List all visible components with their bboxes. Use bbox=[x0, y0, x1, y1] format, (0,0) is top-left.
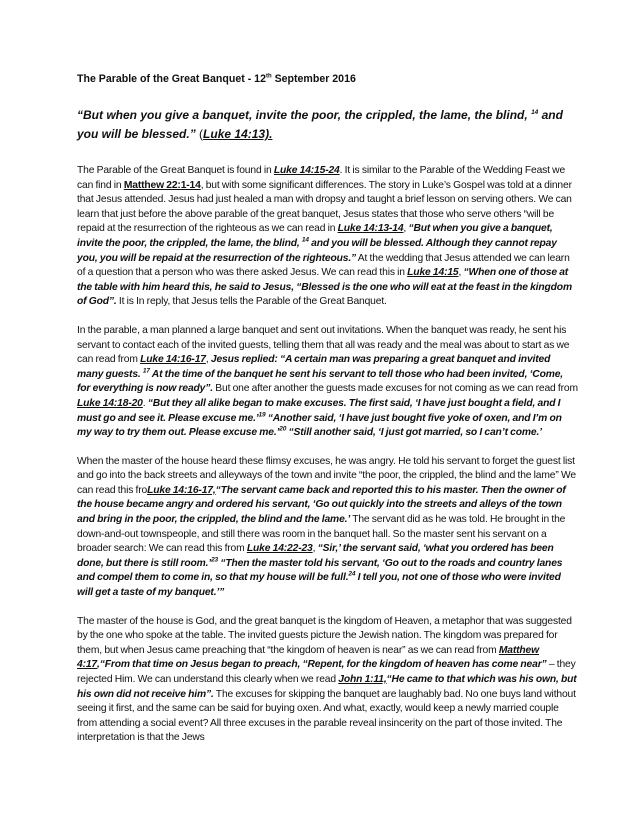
p2-quote: Jesus replied: “A certain man was preparing a great banquet and invited many guests. bbox=[77, 354, 551, 380]
p2-text: , bbox=[205, 354, 211, 366]
p3-verse-number: 23 bbox=[211, 556, 219, 564]
p1-verse-number: 14 bbox=[301, 236, 309, 244]
p1-text: It is In reply, that Jesus tells the Parable of the Great Banquet. bbox=[116, 296, 387, 308]
paragraph-2 bbox=[77, 324, 578, 441]
p3-text: The servant did as he was told. He brought in the down-and-out townspeople, and still there was room in the banquet hall. So the master sent his servant on a broader search: We can read this from bbox=[77, 514, 566, 555]
p2-text: But one after another the guests made excuses for not coming as we can read from bbox=[212, 383, 578, 395]
p1-text: , bbox=[458, 267, 464, 279]
p3-reference-link[interactable]: Luke 14:22-23 bbox=[246, 543, 313, 555]
p2-verse-number: 20 bbox=[279, 425, 287, 433]
epigraph bbox=[77, 106, 578, 144]
p1-reference-link[interactable]: Luke 14:15-24 bbox=[273, 165, 340, 176]
p1-reference-link[interactable]: Luke 14:13-14 bbox=[337, 223, 404, 235]
p4-quote: “He came to that which was his own, but his own did not receive him”. bbox=[77, 674, 577, 700]
p2-quote: “Still another said, ‘I just got married, so I can’t come.’ bbox=[286, 427, 542, 439]
title-superscript: th bbox=[265, 73, 272, 80]
epigraph-quote-b: and you will be blessed.” bbox=[77, 108, 563, 141]
p3-text: , bbox=[312, 543, 318, 555]
title-main: The Parable of the Great Banquet - 12 bbox=[77, 73, 266, 85]
p2-reference-link[interactable]: Luke 14:18-20 bbox=[77, 397, 143, 409]
p2-verse-number: 19 bbox=[258, 411, 266, 419]
p1-text: , bbox=[403, 223, 409, 235]
paragraph-4 bbox=[77, 615, 578, 746]
p3-reference-link[interactable]: Luke 14:16-17, bbox=[147, 484, 216, 496]
p3-quote: “Sir,’ the servant said, ‘what you ordered has been done, but there is still room.’ bbox=[77, 543, 554, 569]
p1-quote: “But when you give a banquet, invite the poor, the crippled, the lame, the blind, bbox=[77, 223, 553, 249]
p4-reference-link[interactable]: John 1:11, bbox=[338, 674, 387, 685]
p1-text: The Parable of the Great Banquet is found in bbox=[77, 165, 274, 176]
p2-quote: At the time of the banquet he sent his servant to tell those who had been invited, ‘Come, for everything is now ready”. bbox=[77, 368, 564, 395]
p3-quote: “The servant came back and reported this to his master. Then the owner of the house became angry and ordered his servant, ‘Go out quickly into the streets and alleys of the town and bring in the poor, the crippled, the blind and the lame.’ bbox=[77, 484, 566, 526]
p2-text: In the parable, a man planned a large banquet and sent out invitations. When the banquet was ready, he sent his servant to contact each of the invited guests, telling them that all was ready and the meal was about to start as we can read from bbox=[77, 324, 570, 366]
p4-reference-link[interactable]: Matthew 4:17 bbox=[77, 644, 539, 671]
p2-quote: “But they all alike began to make excuses. The first said, ‘I have just bought a field, and I must go and see it. Please excuse me.’ bbox=[77, 397, 561, 424]
epigraph-verse-number: 14 bbox=[531, 109, 539, 116]
epigraph-quote-a: “But when you give a banquet, invite the poor, the crippled, the lame, the blind, bbox=[77, 108, 532, 122]
paragraph-3 bbox=[77, 455, 578, 601]
p4-quote: ,“From that time on Jesus began to preach, “Repent, for the kingdom of heaven has come near” bbox=[97, 659, 547, 671]
p1-text: At the wedding that Jesus attended we can learn of a question that a person who was there asked Jesus. We can read this in bbox=[77, 252, 570, 279]
p3-verse-number: 24 bbox=[348, 571, 356, 579]
p1-reference-link[interactable]: Luke 14:15 bbox=[407, 267, 459, 279]
p1-text: . It is similar to the Parable of the Wedding Feast we can find in bbox=[77, 165, 566, 191]
p3-text: When the master of the house heard these flimsy excuses, he was angry. He told his servant to forget the guest list and go into the back streets and alleyways of the town and invite “the poor, the crippled, the blind and the lame” We can read this fro bbox=[77, 455, 576, 496]
p2-quote: “Another said, ‘I have just bought five yoke of oxen, and I’m on my way to try them out. Please excuse me.’ bbox=[77, 412, 562, 439]
p1-text: , but with some significant differences. The story in Luke’s Gospel was told at a dinner that Jesus attended. Jesus had just healed a man with dropsy and taught a brief lesson on serving others. We can learn that just before the above parable of the great banquet, Jesus states that those who serve others “will be repaid at the resurrection of the righteous as we can read in bbox=[77, 179, 572, 235]
p1-quote: “When one of those at the table with him heard this, he said to Jesus, “Blessed is the one who will eat at the feast in the kingdom of God”. bbox=[77, 267, 572, 308]
p2-verse-number: 17 bbox=[142, 367, 150, 375]
p2-reference-link[interactable]: Luke 14:16-17 bbox=[140, 354, 206, 366]
p3-quote: I tell you, not one of those who were invited will get a taste of my banquet.’” bbox=[77, 572, 561, 599]
p2-text: . bbox=[142, 397, 148, 409]
title-tail: September 2016 bbox=[271, 73, 356, 85]
p4-text: The master of the house is God, and the great banquet is the kingdom of Heaven, a metaphor that was suggested by the one who spoke at the table. The invited guests picture the Jewish nation. The kingdom was prepared for them, but when Jesus came preaching that “the kingdom of heaven is near” as we can read from bbox=[77, 615, 572, 656]
p3-quote: “Then the master told his servant, ‘Go out to the roads and country lanes and compel them to come in, so that my house will be full. bbox=[77, 557, 563, 584]
p1-reference-link[interactable]: Matthew 22:1-14 bbox=[123, 179, 201, 191]
p1-quote: and you will be blessed. Although they cannot repay you, you will be repaid at the resurrection of the righteous.” bbox=[77, 237, 557, 264]
p4-text: – they rejected Him. We can understand this clearly when we read bbox=[77, 659, 576, 685]
p4-text: The excuses for skipping the banquet are laughably bad. No one buys land without seeing it first, and the same can be said for buying oxen. And what, exactly, would keep a newly married couple from attending a social event? All three excuses in the parable reveal insincerity on the part of those invited. The interpretation is that the Jews bbox=[77, 688, 576, 744]
paragraph-1 bbox=[77, 164, 578, 310]
epigraph-gap: ( bbox=[195, 127, 204, 141]
epigraph-reference: Luke 14:13). bbox=[203, 127, 273, 141]
document-title bbox=[77, 72, 578, 86]
